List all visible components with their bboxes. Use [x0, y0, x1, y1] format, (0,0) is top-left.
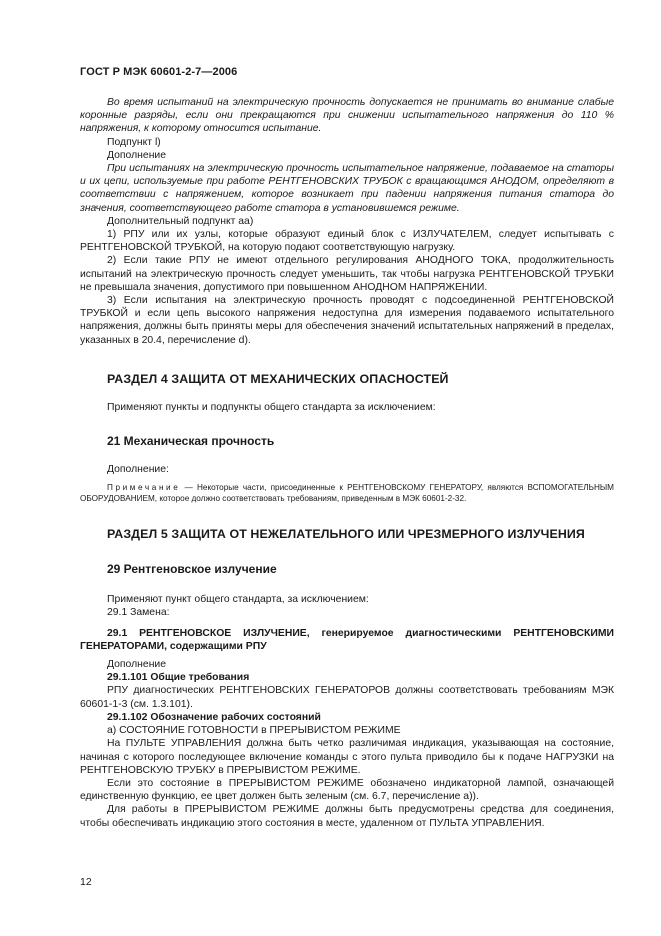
- clause-29-1-101-heading: 29.1.101 Общие требования: [107, 672, 250, 684]
- paragraph-apply-clause: Применяют пункт общего стандарта, за исключением:: [107, 594, 369, 606]
- clause-29-1-replacement: 29.1 Замена:: [107, 607, 170, 619]
- addition-label: Дополнение: [107, 149, 167, 161]
- clause-29-1-102-heading: 29.1.102 Обозначение рабочих состояний: [107, 711, 321, 723]
- paragraph-indicator-lamp: Если это состояние в ПРЕРЫВИСТОМ РЕЖИМЕ обозначено индикаторной лампой, означающей единственную функцию, ее цвет должен быть зеленым (см. 6.7, перечисление а)).: [80, 777, 614, 803]
- note-paragraph: [80, 482, 614, 504]
- paragraph-stator-test: При испытаниях на электрическую прочность испытательное напряжение, подаваемое на статоры и их цепи, используемые при работе РЕНТГЕНОВСКИХ ТРУБОК с вращающимся АНОДОМ, определяют в соответствии с напряжением, которое возникает при падении напряжения питания статора до значения, соответствующего работе статора в установившемся режиме.: [80, 163, 614, 214]
- list-item-2: 2) Если такие РПУ не имеют отдельного регулирования АНОДНОГО ТОКА, продолжительность испытаний на электрическую прочность следует уменьшить, так чтобы нагрузка РЕНТГЕНОВСКОЙ ТРУБКИ не превышала значения, допустимого при повышенном АНОДНОМ НАПРЯЖЕНИИ.: [80, 255, 614, 293]
- section-4-heading: РАЗДЕЛ 4 ЗАЩИТА ОТ МЕХАНИЧЕСКИХ ОПАСНОСТЕЙ: [107, 371, 449, 386]
- addition-label-2: Дополнение:: [107, 464, 169, 476]
- clause-29-1-title: 29.1 РЕНТГЕНОВСКОЕ ИЗЛУЧЕНИЕ, генерируемое диагностическими РЕНТГЕНОВСКИМИ ГЕНЕРАТОРАМИ, содержащими РПУ: [80, 627, 614, 652]
- addition-label-3: Дополнение: [107, 659, 167, 671]
- page-number: 12: [80, 876, 92, 888]
- list-item-3: 3) Если испытания на электрическую прочность проводят с подсоединенной РЕНТГЕНОВСКОЙ ТРУБКОЙ и если цепь высокого напряжения недоступна для измерения подаваемого испытательного напряжения, должны быть приняты меры для обеспечения значений испытательных напряжений в пределах, указанных в 20.4, перечисление d).: [80, 295, 614, 346]
- paragraph-control-panel-indication: На ПУЛЬТЕ УПРАВЛЕНИЯ должна быть четко различимая индикация, указывающая на состояние, начиная с которого последующее включение команды с этого пульта приводило бы к подаче НАГРУЗКИ на РЕНТГЕНОВСКУЮ ТРУБКУ в ПРЕРЫВИСТОМ РЕЖИМЕ.: [80, 738, 614, 776]
- paragraph-remote-indication: Для работы в ПРЕРЫВИСТОМ РЕЖИМЕ должны быть предусмотрены средства для соединения, чтобы обеспечивать индикацию этого состояния в месте, удаленном от ПУЛЬТА УПРАВЛЕНИЯ.: [80, 804, 614, 829]
- document-header: ГОСТ Р МЭК 60601-2-7—2006: [80, 66, 238, 78]
- paragraph-general-requirements: РПУ диагностических РЕНТГЕНОВСКИХ ГЕНЕРАТОРОВ должны соответствовать требованиям МЭК 60601-1-3 (см. 1.3.101).: [80, 685, 614, 710]
- list-item-a: а) СОСТОЯНИЕ ГОТОВНОСТИ в ПРЕРЫВИСТОМ РЕЖИМЕ: [107, 725, 401, 737]
- subclause-l: Подпункт l): [107, 136, 161, 148]
- note-label: Примечание: [107, 483, 181, 493]
- note-text: — Некоторые части, присоединенные к РЕНТГЕНОВСКОМУ ГЕНЕРАТОРУ, являются ВСПОМОГАТЕЛЬНЫМ ОБОРУДОВАНИЕМ, которое должно соответствовать требованиям, приведенным в МЭК 60601-2-32.: [80, 483, 614, 504]
- paragraph-apply-clauses: Применяют пункты и подпункты общего стандарта за исключением:: [107, 401, 436, 413]
- list-item-1: 1) РПУ или их узлы, которые образуют единый блок с ИЗЛУЧАТЕЛЕМ, следует испытывать с РЕНТГЕНОВСКОЙ ТРУБКОЙ, на которую подают соответствующую нагрузку.: [80, 229, 614, 254]
- section-5-heading: РАЗДЕЛ 5 ЗАЩИТА ОТ НЕЖЕЛАТЕЛЬНОГО ИЛИ ЧРЕЗМЕРНОГО ИЗЛУЧЕНИЯ: [107, 527, 585, 542]
- clause-21-heading: 21 Механическая прочность: [107, 434, 275, 449]
- document-body: [80, 96, 614, 830]
- subclause-aa: Дополнительный подпункт аа): [107, 215, 254, 227]
- clause-29-heading: 29 Рентгеновское излучение: [107, 562, 277, 577]
- paragraph-corona-discharge: Во время испытаний на электрическую прочность допускается не принимать во внимание слабые коронные разряды, если они прекращаются при снижении испытательного напряжения до 110 % напряжения, к которому относится испытание.: [80, 97, 614, 135]
